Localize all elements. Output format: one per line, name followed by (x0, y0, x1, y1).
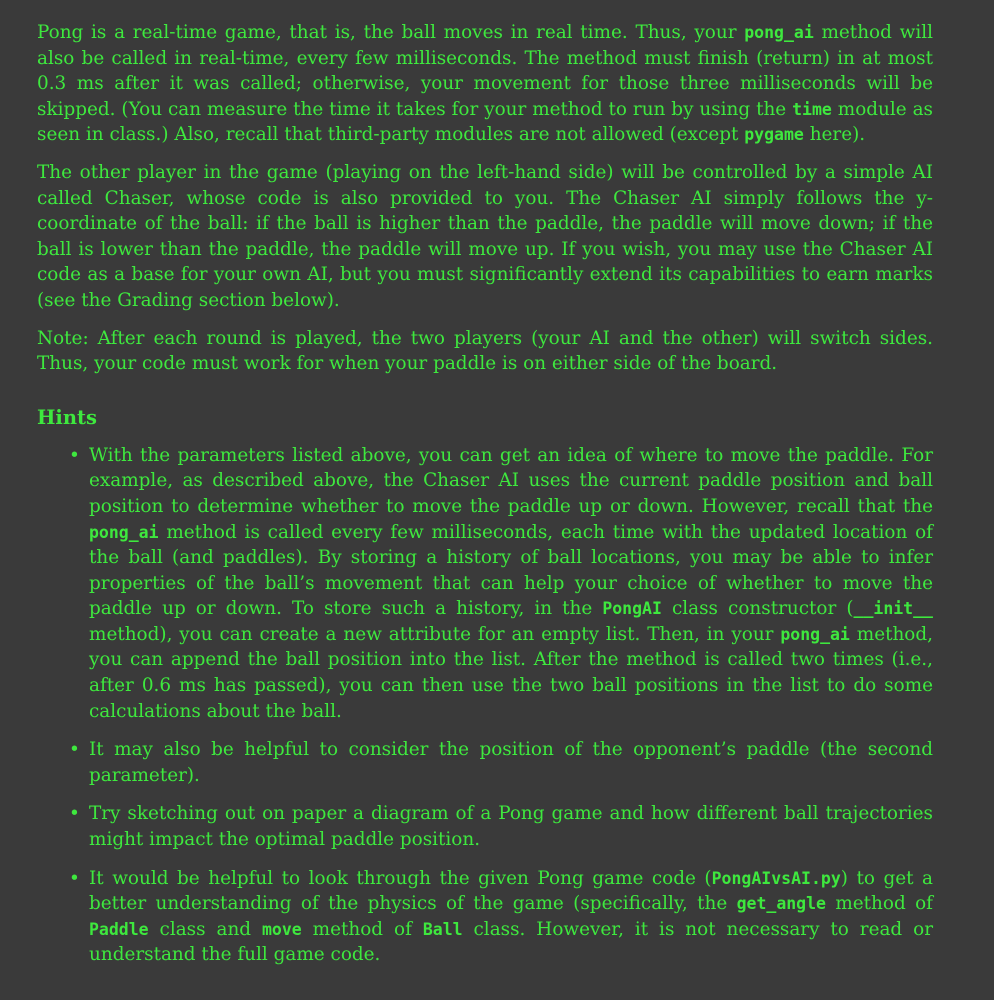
text-segment: method will also be called in real-time, every few milliseconds. The method must finish (return) in at most 0.3 ms after it was called; otherwise, your movement for those three milliseconds will be skipped. (You can measure the time it takes for your method to run by using the (37, 22, 933, 120)
code-time: time (792, 99, 832, 119)
paragraph-note: Note: After each round is played, the two players (your AI and the other) will switch sides. Thus, your code must work for when your paddle is on either side of the board. (37, 327, 933, 375)
code-get-angle: get_angle (736, 894, 826, 914)
text-segment: method is called every few milliseconds, each time with the updated location of the ball (and paddles). By storing a history of ball locations, you may be able to infer properties of the ball’s movement that can help your choice of whether to move the paddle up or down. To store such a history, in the (89, 521, 933, 620)
text-segment: method, you can append the ball position into the list. After the method is called two times (i.e., after 0.6 ms has passed), you can then use the two ball positions in the list to do some calculations about the ball. (89, 623, 933, 722)
hints-list (37, 443, 933, 968)
text-segment: class. However, it is not necessary to read or understand the full game code. (89, 918, 933, 966)
code-paddle: Paddle (89, 919, 149, 939)
code-pygame: pygame (744, 125, 804, 145)
text-segment: Pong is a real-time game, that is, the ball moves in real time. Thus, your (37, 22, 745, 43)
text-segment: With the parameters listed above, you can get an idea of where to move the paddle. For example, as described above, the Chaser AI uses the current paddle position and ball position to determine whether to move the paddle up or down. However, recall that the (89, 444, 933, 517)
text-segment: module as seen in class.) Also, recall that third-party modules are not allowed (except (37, 98, 933, 146)
code-pong-ai: pong_ai (89, 522, 159, 542)
bullet-icon: • (69, 803, 80, 825)
code-init: __init__ (853, 599, 933, 619)
code-pongaivsai-file: PongAIvsAI.py (711, 868, 841, 888)
hint-item-history (69, 443, 933, 725)
text-segment: method), you can create a new attribute for an empty list. Then, in your (89, 623, 781, 645)
text-segment: class constructor ( (661, 598, 854, 620)
hints-heading: Hints (37, 405, 97, 429)
code-move: move (262, 919, 302, 939)
text-segment: here). (803, 124, 866, 146)
text-segment: Try sketching out on paper a diagram of a Pong game and how different ball trajectories might impact the optimal paddle position. (89, 803, 933, 851)
hint-item-game-code (69, 866, 933, 968)
paragraph-realtime (37, 20, 933, 148)
code-pongai-class: PongAI (602, 599, 662, 619)
hint-item-sketch (69, 801, 933, 852)
code-pong-ai: pong_ai (780, 624, 850, 644)
text-segment: ) to get a better understanding of the physics of the game (specifically, the (89, 867, 933, 915)
code-pong-ai: pong_ai (744, 23, 814, 42)
paragraph-chaser: The other player in the game (playing on the left-hand side) will be controlled by a simple AI called Chaser, whose code is also provided to you. The Chaser AI simply follows the y-coordinate of the ball: if the ball is higher than the paddle, the paddle will move down; if the ball is lower than the paddle, the paddle will move up. If you wish, you may use the Chaser AI code as a base for your own AI, but you must significantly extend its capabilities to earn marks (see the Grading section below). (37, 161, 933, 311)
bullet-icon: • (69, 867, 80, 889)
text-segment: method of (301, 918, 423, 940)
text-segment: class and (148, 918, 262, 940)
text-segment: It would be helpful to look through the given Pong game code ( (89, 867, 712, 889)
text-segment: method of (825, 893, 933, 915)
code-ball: Ball (422, 919, 463, 939)
text-segment: It may also be helpful to consider the position of the opponent’s paddle (the second parameter). (89, 739, 933, 786)
hint-item-opponent (69, 737, 933, 788)
bullet-icon: • (69, 444, 80, 466)
bullet-icon: • (69, 739, 80, 761)
document-page (37, 20, 933, 981)
